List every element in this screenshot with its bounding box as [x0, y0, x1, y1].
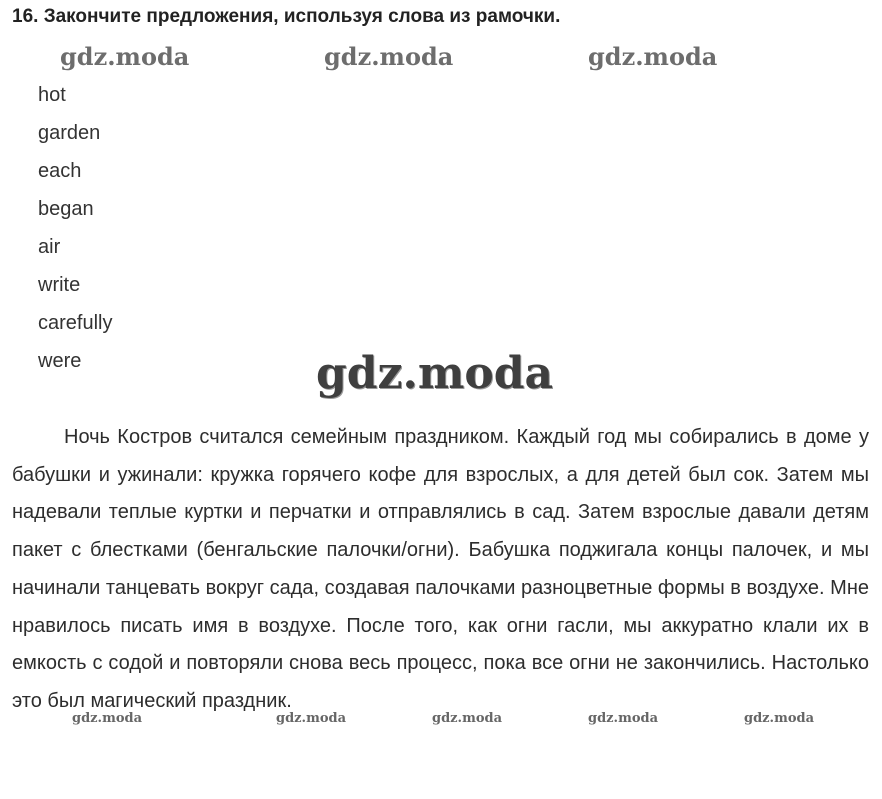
story-paragraph: Ночь Костров считался семейным праздником. Каждый год мы собирались в доме у бабушки и ужинали: кружка горячего кофе для взрослых, а для детей был сок. Затем мы надевали теплые куртки и перчатки и отправлялись в сад. Затем взрослые давали детям пакет с блестками (бенгальские палочки/огни). Бабушка поджигала концы палочек, и мы начинали танцевать вокруг сада, создавая палочками разноцветные формы в воздухе. Мне нравилось писать имя в воздухе. После того, как огни гасли, мы аккуратно клали их в емкость с содой и повторяли снова весь процесс, пока все огни не закончились. Настолько это был магический праздник.	[12, 426, 869, 712]
exercise-title: 16. Закончите предложения, используя слова из рамочки.	[12, 6, 561, 27]
watermark: gdz.moda	[276, 711, 347, 726]
watermark: gdz.moda	[432, 711, 503, 726]
word-item: began	[38, 198, 94, 220]
word-item: were	[38, 350, 82, 372]
watermark: gdz.moda	[588, 42, 718, 71]
word-item: each	[38, 160, 82, 182]
watermark: gdz.moda	[324, 42, 454, 71]
watermark: gdz.moda	[60, 42, 190, 71]
watermark-center: gdz.moda	[316, 348, 554, 399]
word-item: air	[38, 236, 61, 258]
watermark: gdz.moda	[744, 711, 815, 726]
watermark: gdz.moda	[588, 711, 659, 726]
word-box	[38, 81, 112, 385]
word-item: carefully	[38, 312, 113, 334]
word-item: write	[38, 274, 81, 296]
word-item: hot	[38, 84, 66, 106]
watermark: gdz.moda	[72, 711, 143, 726]
word-item: garden	[38, 122, 101, 144]
